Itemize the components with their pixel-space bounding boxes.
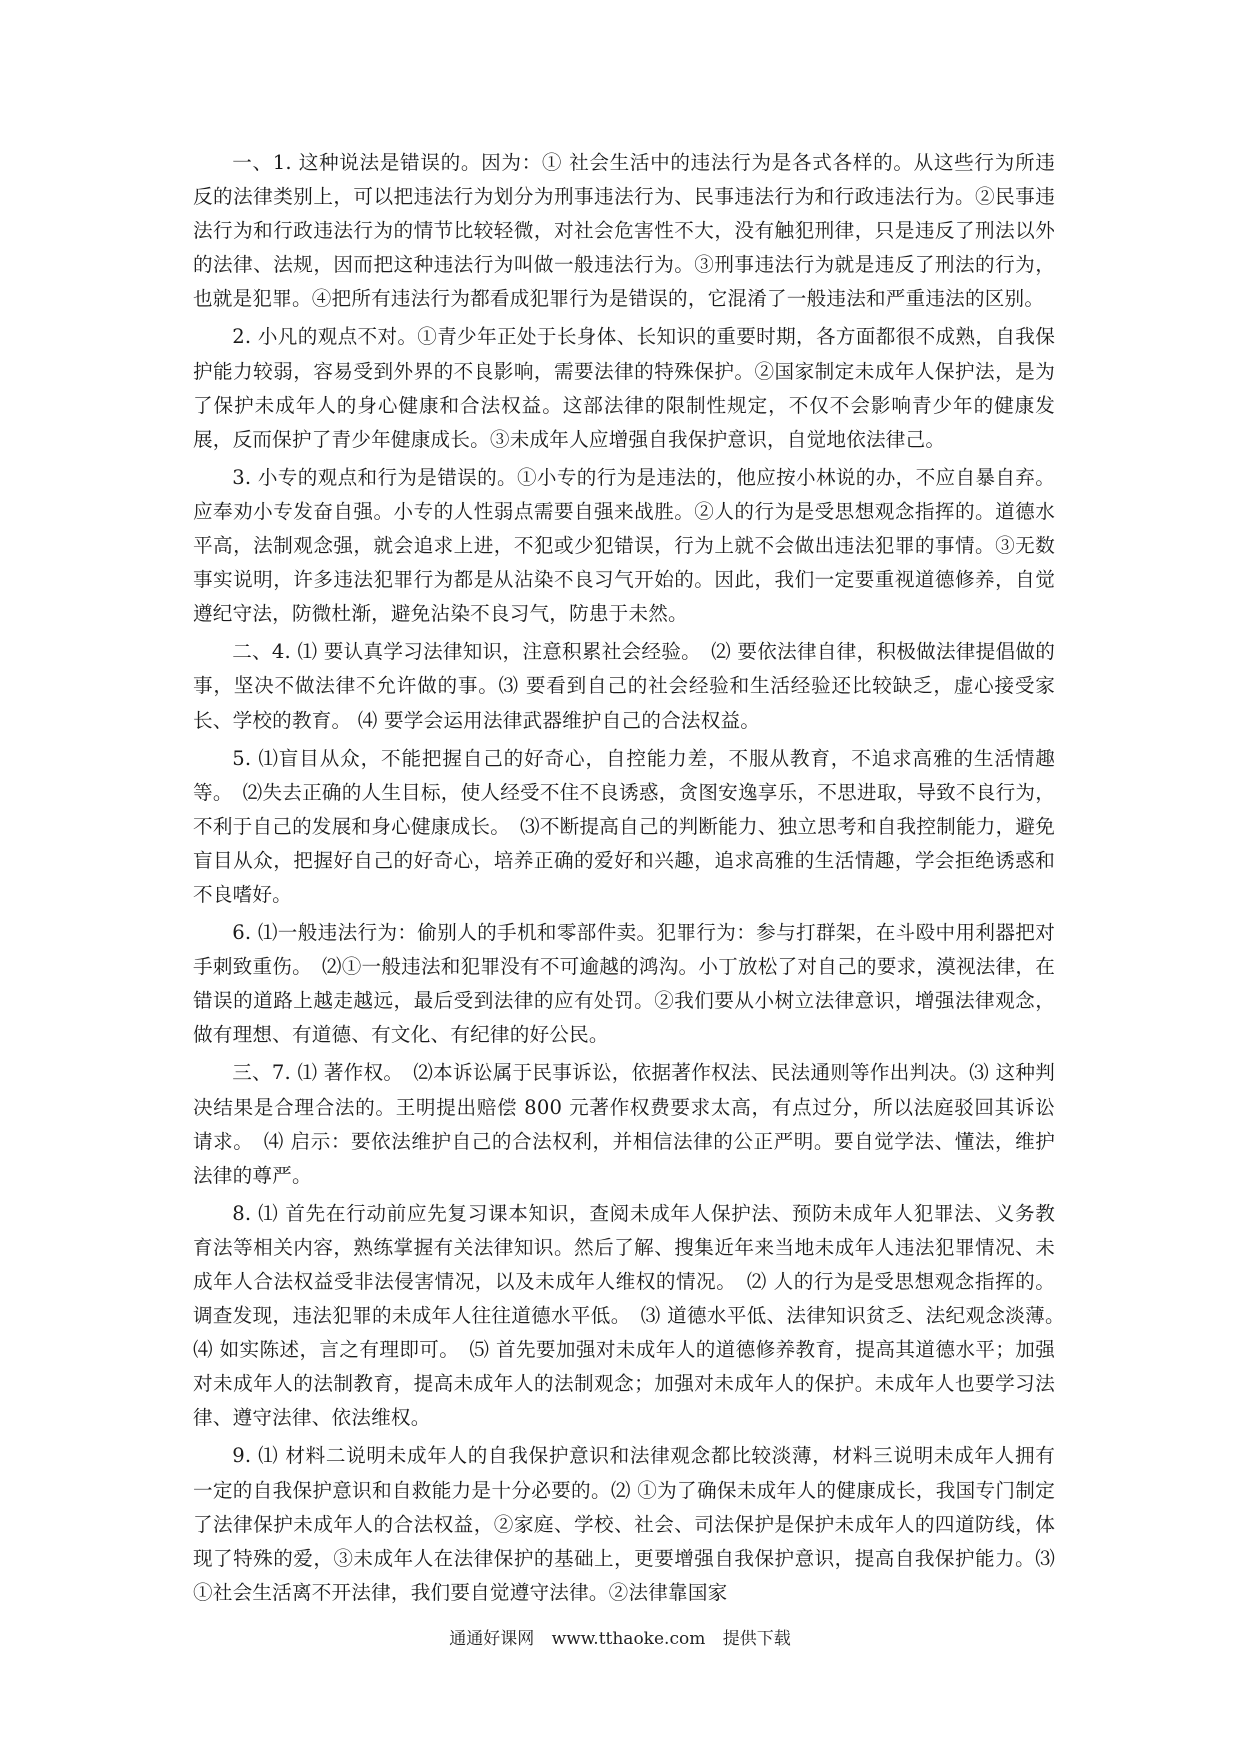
- answer-document: [193, 146, 1075, 1614]
- answer-paragraph-8: 8. ⑴ 首先在行动前应先复习课本知识，查阅未成年人保护法、预防未成年人犯罪法、义务教育法等相关内容，熟练掌握有关法律知识。然后了解、搜集近年来当地未成年人违法犯罪情况、未成年人合法权益受非法侵害情况，以及未成年人维权的情况。 ⑵ 人的行为是受思想观念指挥的。调查发现，违法犯罪的未成年人往往道德水平低。 ⑶ 道德水平低、法律知识贫乏、法纪观念淡薄。 ⑷ 如实陈述，言之有理即可。 ⑸ 首先要加强对未成年人的道德修养教育，提高其道德水平；加强对未成年人的法制教育，提高未成年人的法制观念；加强对未成年人的保护。未成年人也要学习法律、遵守法律、依法维权。: [193, 1201, 1075, 1430]
- answer-paragraph-6: 6. ⑴一般违法行为：偷别人的手机和零部件卖。犯罪行为：参与打群架，在斗殴中用利器把对手刺致重伤。 ⑵①一般违法和犯罪没有不可逾越的鸿沟。小丁放松了对自己的要求，漠视法律，在错误的道路上越走越远，最后受到法律的应有处罚。②我们要从小树立法律意识，增强法律观念，做有理想、有道德、有文化、有纪律的好公民。: [193, 921, 1055, 1047]
- footer-site-name: 通通好课网: [449, 1629, 535, 1649]
- footer-url[interactable]: www.tthaoke.com: [551, 1629, 706, 1649]
- page-footer: [0, 1627, 1240, 1651]
- answer-paragraph-1: 一、1. 这种说法是错误的。因为：① 社会生活中的违法行为是各式各样的。从这些行为所违反的法律类别上，可以把违法行为划分为刑事违法行为、民事违法行为和行政违法行为。②民事违法行为和行政违法行为的情节比较轻微，对社会危害性不大，没有触犯刑律，只是违反了刑法以外的法律、法规，因而把这种违法行为叫做一般违法行为。③刑事违法行为就是违反了刑法的行为，也就是犯罪。④把所有违法行为都看成犯罪行为是错误的，它混淆了一般违法和严重违法的区别。: [193, 151, 1055, 311]
- answer-paragraph-4: 二、4. ⑴ 要认真学习法律知识，注意积累社会经验。 ⑵ 要依法律自律，积极做法律提倡做的事，坚决不做法律不允许做的事。⑶ 要看到自己的社会经验和生活经验还比较缺乏，虚心接受家长、学校的教育。 ⑷ 要学会运用法律武器维护自己的合法权益。: [193, 640, 1055, 732]
- answer-paragraph-9: 9. ⑴ 材料二说明未成年人的自我保护意识和法律观念都比较淡薄，材料三说明未成年人拥有一定的自我保护意识和自救能力是十分必要的。⑵ ①为了确保未成年人的健康成长，我国专门制定了法律保护未成年人的合法权益，②家庭、学校、社会、司法保护是保护未成年人的四道防线，体现了特殊的爱，③未成年人在法律保护的基础上，更要增强自我保护意识，提高自我保护能力。⑶ ①社会生活离不开法律，我们要自觉遵守法律。②法律靠国家: [193, 1444, 1055, 1604]
- answer-paragraph-2: 2. 小凡的观点不对。①青少年正处于长身体、长知识的重要时期，各方面都很不成熟，自我保护能力较弱，容易受到外界的不良影响，需要法律的特殊保护。②国家制定未成年人保护法，是为了保护未成年人的身心健康和合法权益。这部法律的限制性规定，不仅不会影响青少年的健康发展，反而保护了青少年健康成长。③未成年人应增强自我保护意识，自觉地依法律己。: [193, 325, 1055, 451]
- answer-paragraph-3: 3. 小专的观点和行为是错误的。①小专的行为是违法的，他应按小林说的办，不应自暴自弃。应奉劝小专发奋自强。小专的人性弱点需要自强来战胜。②人的行为是受思想观念指挥的。道德水平高，法制观念强，就会追求上进，不犯或少犯错误，行为上就不会做出违法犯罪的事情。③无数事实说明，许多违法犯罪行为都是从沾染不良习气开始的。因此，我们一定要重视道德修养，自觉遵纪守法，防微杜渐，避免沾染不良习气，防患于未然。: [193, 465, 1055, 626]
- answer-paragraph-5: 5. ⑴盲目从众，不能把握自己的好奇心，自控能力差，不服从教育，不追求高雅的生活情趣等。 ⑵失去正确的人生目标，使人经受不住不良诱惑，贪图安逸享乐，不思进取，导致不良行为，不利于自己的发展和身心健康成长。 ⑶不断提高自己的判断能力、独立思考和自我控制能力，避免盲目从众，把握好自己的好奇心，培养正确的爱好和兴趣，追求高雅的生活情趣，学会拒绝诱惑和不良嗜好。: [193, 746, 1055, 906]
- answer-paragraph-7: 三、7. ⑴ 著作权。 ⑵本诉讼属于民事诉讼，依据著作权法、民法通则等作出判决。⑶ 这种判决结果是合理合法的。王明提出赔偿 800 元著作权费要求太高，有点过分，所以法庭驳回其诉讼请求。 ⑷ 启示：要依法维护自己的合法权利，并相信法律的公正严明。要自觉学法、懂法，维护法律的尊严。: [193, 1061, 1055, 1187]
- footer-note: 提供下载: [722, 1629, 791, 1649]
